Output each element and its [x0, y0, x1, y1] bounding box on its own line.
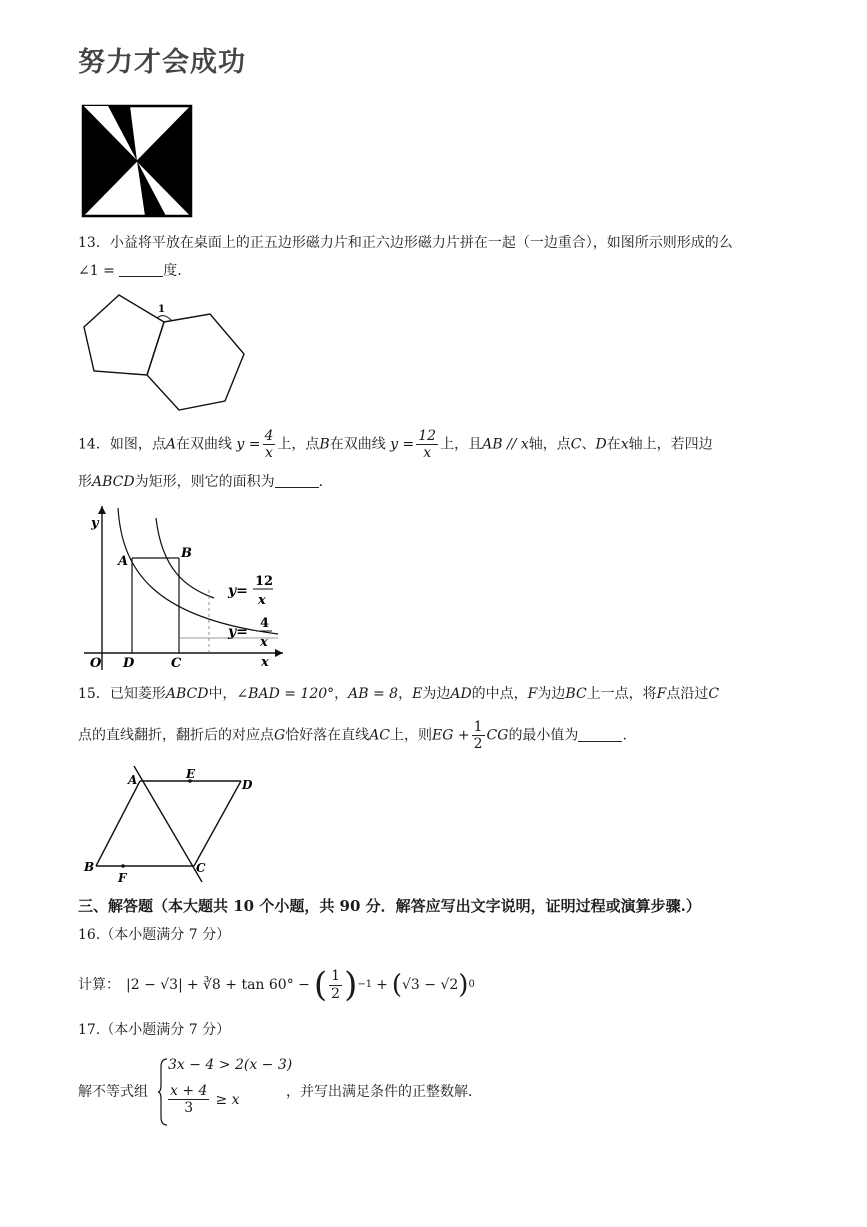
svg-text:A: A: [128, 773, 138, 787]
q14-line2: 形ABCD为矩形，则它的面积为 .: [78, 474, 324, 490]
svg-text:A: A: [118, 554, 129, 569]
svg-text:O: O: [90, 656, 102, 671]
square-pinwheel-figure: [80, 103, 194, 219]
q15-line2: 点的直线翻折，翻折后的对应点G恰好落在直线AC上，则EG + $\frac{1}{2}$ CG的最小值为 .: [78, 719, 627, 753]
svg-text:F: F: [118, 871, 127, 885]
svg-text:x: x: [260, 635, 268, 650]
hyperbola-figure: [78, 500, 293, 675]
q17-inequality-system: 解不等式组 3x − 4 > 2(x − 3) $\frac{x + 4}{3}$ ≥ x ，并写出满足条件的正整数解.: [78, 1055, 578, 1130]
svg-text:4: 4: [260, 616, 270, 631]
svg-text:x: x: [258, 593, 266, 608]
svg-text:x: x: [261, 655, 269, 670]
q16-expression: 计算： |2 − √3| + ∛8 + tan 60° − ( $\frac{1}{2}$ ) −1 + ( √3 − √2 ) 0: [78, 965, 475, 1005]
angle-1-label: 1: [158, 304, 165, 315]
svg-text:C: C: [196, 861, 206, 875]
q13-text: 13．小益将平放在桌面上的正五边形磁力片和正六边形磁力片拼在一起（一边重合），如图所示则形成的么: [78, 235, 733, 251]
svg-text:D: D: [123, 656, 135, 671]
fraction-1-over-2: $\frac{1}{2}$: [331, 968, 341, 1002]
section-3-title: 三、解答题（本大题共 10 个小题，共 90 分．解答应写出文字说明，证明过程或演算步骤.）: [78, 897, 701, 915]
q15-line1: 15．已知菱形ABCD中，∠BAD = 120°，AB = 8，E为边AD的中点，F为边BC上一点，将F点沿过C: [78, 686, 720, 702]
svg-text:B: B: [181, 546, 192, 561]
fraction-12-over-x: $\frac{12}{x}$: [418, 428, 437, 462]
svg-text:y=: y=: [228, 624, 248, 640]
q15-answer-blank[interactable]: [578, 727, 622, 742]
pentagon-hexagon-figure: [78, 290, 253, 415]
fraction-4-over-x: $\frac{4}{x}$: [264, 428, 274, 462]
q13-angle: ∠1 =: [78, 263, 115, 279]
q13-unit: 度.: [163, 263, 182, 279]
q13-answer-line: [78, 262, 182, 280]
rhombus-figure: [78, 762, 263, 887]
q17-header: 17.（本小题满分 7 分）: [78, 1022, 231, 1038]
svg-text:12: 12: [255, 574, 274, 589]
q13-answer-blank[interactable]: [119, 262, 163, 277]
svg-text:E: E: [186, 767, 196, 781]
watermark-title: 努力才会成功: [78, 47, 246, 78]
q14-line1: 14．如图，点A在双曲线 y = $\frac{4}{x}$ 上，点B在双曲线 y = $\frac{12}{x}$ 上，且AB // x轴，点C、D在x轴上，若四边: [78, 428, 713, 462]
svg-text:B: B: [84, 860, 95, 874]
q14-answer-blank[interactable]: [275, 473, 319, 488]
fraction-x-plus-4-over-3: $\frac{x + 4}{3}$: [170, 1083, 208, 1117]
q16-header: 16.（本小题满分 7 分）: [78, 927, 231, 943]
svg-text:D: D: [242, 778, 253, 792]
svg-text:y: y: [91, 516, 99, 531]
svg-text:y=: y=: [228, 583, 248, 599]
svg-text:C: C: [171, 656, 182, 671]
fraction-1-over-2: $\frac{1}{2}$: [473, 719, 483, 753]
